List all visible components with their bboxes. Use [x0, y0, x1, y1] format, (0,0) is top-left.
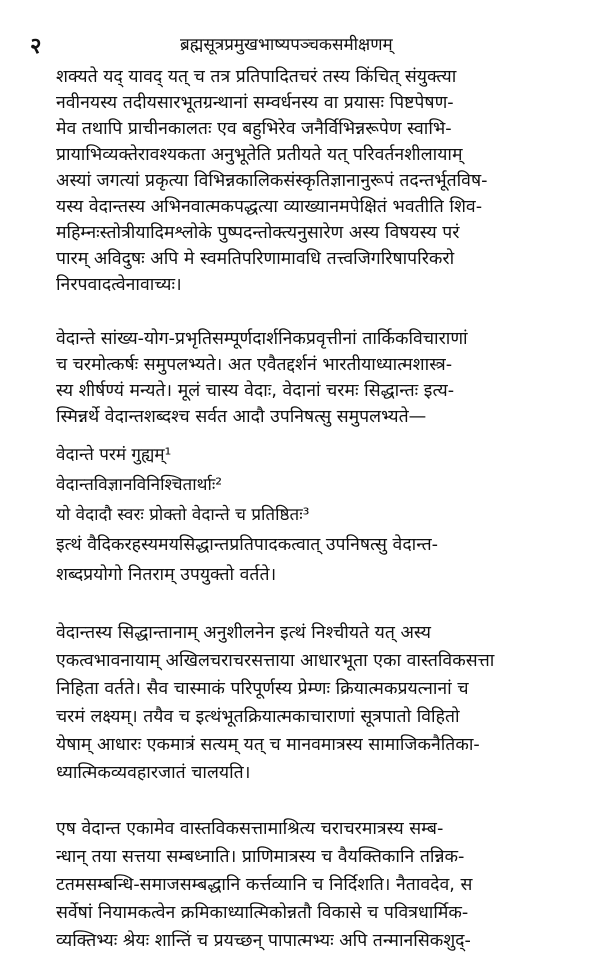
text-line: नवीनयस्य तदीयसारभूतग्रन्थानां सम्वर्धनस्य वा प्रयासः पिष्टपेषण- — [56, 93, 454, 113]
text-line: चरमं लक्ष्यम्। तयैव च इत्थंभूतक्रियात्मकाचाराणां सूत्रपातो विहितो — [56, 707, 460, 727]
text-line: स्य शीर्षण्यं मन्यते। मूलं चास्य वेदाः, वेदानां चरमः सिद्धान्तः इत्य- — [56, 381, 455, 401]
text-line: पारम् अविदुषः अपि मे स्वमतिपरिणामावधि तत्त्वजिगरिषापरिकरो — [56, 249, 455, 269]
text-line: महिम्नःस्तोत्रीयादिमश्लोके पुष्पदन्तोक्त्यनुसारेण अस्य विषयस्य परं — [56, 223, 460, 243]
running-title: ब्रह्मसूत्रप्रमुखभाष्यपञ्चकसमीक्षणम् — [180, 35, 393, 55]
text-line: न्धान् तया सत्तया सम्बध्नाति। प्राणिमात्रस्य च वैयक्तिकानि तन्निक- — [56, 847, 465, 867]
text-line: मेव तथापि प्राचीनकालतः एव बहुभिरेव जनैर्विभिन्नरूपेण स्वाभि- — [56, 119, 452, 139]
text-line: निहिता वर्तते। सैव चास्माकं परिपूर्णस्य प्रेम्णः क्रियात्मकप्रयत्नानां च — [56, 679, 469, 699]
text-line: स्मिन्नर्थे वेदान्तशब्दश्च सर्वत आदौ उपनिषत्सु समुपलभ्यते— — [56, 407, 427, 427]
text-line: येषाम् आधारः एकमात्रं सत्यम् यत् च मानवमात्रस्य सामाजिकनैतिका- — [56, 735, 480, 755]
text-line: निरपवादत्वेनावाच्यः। — [56, 275, 182, 295]
text-line: इत्थं वैदिकरहस्यमयसिद्धान्तप्रतिपादकत्वात् उपनिषत्सु वेदान्त- — [56, 535, 439, 555]
verse-line: यो वेदादौ स्वरः प्रोक्तो वेदान्ते च प्रतिष्ठितः³ — [56, 505, 310, 525]
text-line: यस्य वेदान्तस्य अभिनवात्मकपद्धत्या व्याख्यानमपेक्षितं भवतीति शिव- — [56, 197, 483, 217]
verse-line: वेदान्तविज्ञानविनिश्चितार्थाः² — [56, 475, 223, 495]
page-number: २ — [30, 34, 42, 59]
verse-line: वेदान्ते परमं गुह्यम्¹ — [56, 445, 172, 465]
text-line: च चरमोत्कर्षः समुपलभ्यते। अत एवैतद्दर्शनं भारतीयाध्यात्मशास्त्र- — [56, 355, 453, 375]
text-line: टतमसम्बन्धि-समाजसम्बद्धानि कर्त्तव्यानि च निर्दिशति। नैतावदेव, स — [56, 875, 473, 895]
text-line: शब्दप्रयोगो नितराम् उपयुक्तो वर्तते। — [56, 565, 277, 585]
page-header — [0, 30, 600, 60]
text-line: प्रायाभिव्यक्तेरावश्यकता अनुभूतेति प्रतीयते यत् परिवर्तनशीलायाम् — [56, 145, 463, 165]
text-line: एकत्वभावनायाम् अखिलचराचरसत्ताया आधारभूता एका वास्तविकसत्ता — [56, 651, 495, 671]
text-line: ध्यात्मिकव्यवहारजातं चालयति। — [56, 763, 251, 783]
text-line: वेदान्ते सांख्य-योग-प्रभृतिसम्पूर्णदार्शनिकप्रवृत्तीनां तार्किकविचाराणां — [56, 329, 468, 349]
text-line: सर्वेषां नियामकत्वेन क्रमिकाध्यात्मिकोन्नतौ विकासे च पवित्रधार्मिक- — [56, 903, 469, 923]
text-line: शक्यते यद् यावद् यत् च तत्र प्रतिपादितचरं तस्य किंचित् संयुक्त्या — [56, 67, 457, 87]
text-line: एष वेदान्त एकामेव वास्तविकसत्तामाश्रित्य चराचरमात्रस्य सम्ब- — [56, 819, 444, 839]
text-line: व्यक्तिभ्यः श्रेयः शान्तिं च प्रयच्छन् पापात्मभ्यः अपि तन्मानसिकशुद्- — [56, 931, 471, 951]
text-line: अस्यां जगत्यां प्रकृत्या विभिन्नकालिकसंस्कृतिज्ञानानुरूपं तदन्तर्भूतविष- — [56, 171, 488, 191]
text-line: वेदान्तस्य सिद्धान्तानाम् अनुशीलनेन इत्थं निश्चीयते यत् अस्य — [56, 623, 431, 643]
